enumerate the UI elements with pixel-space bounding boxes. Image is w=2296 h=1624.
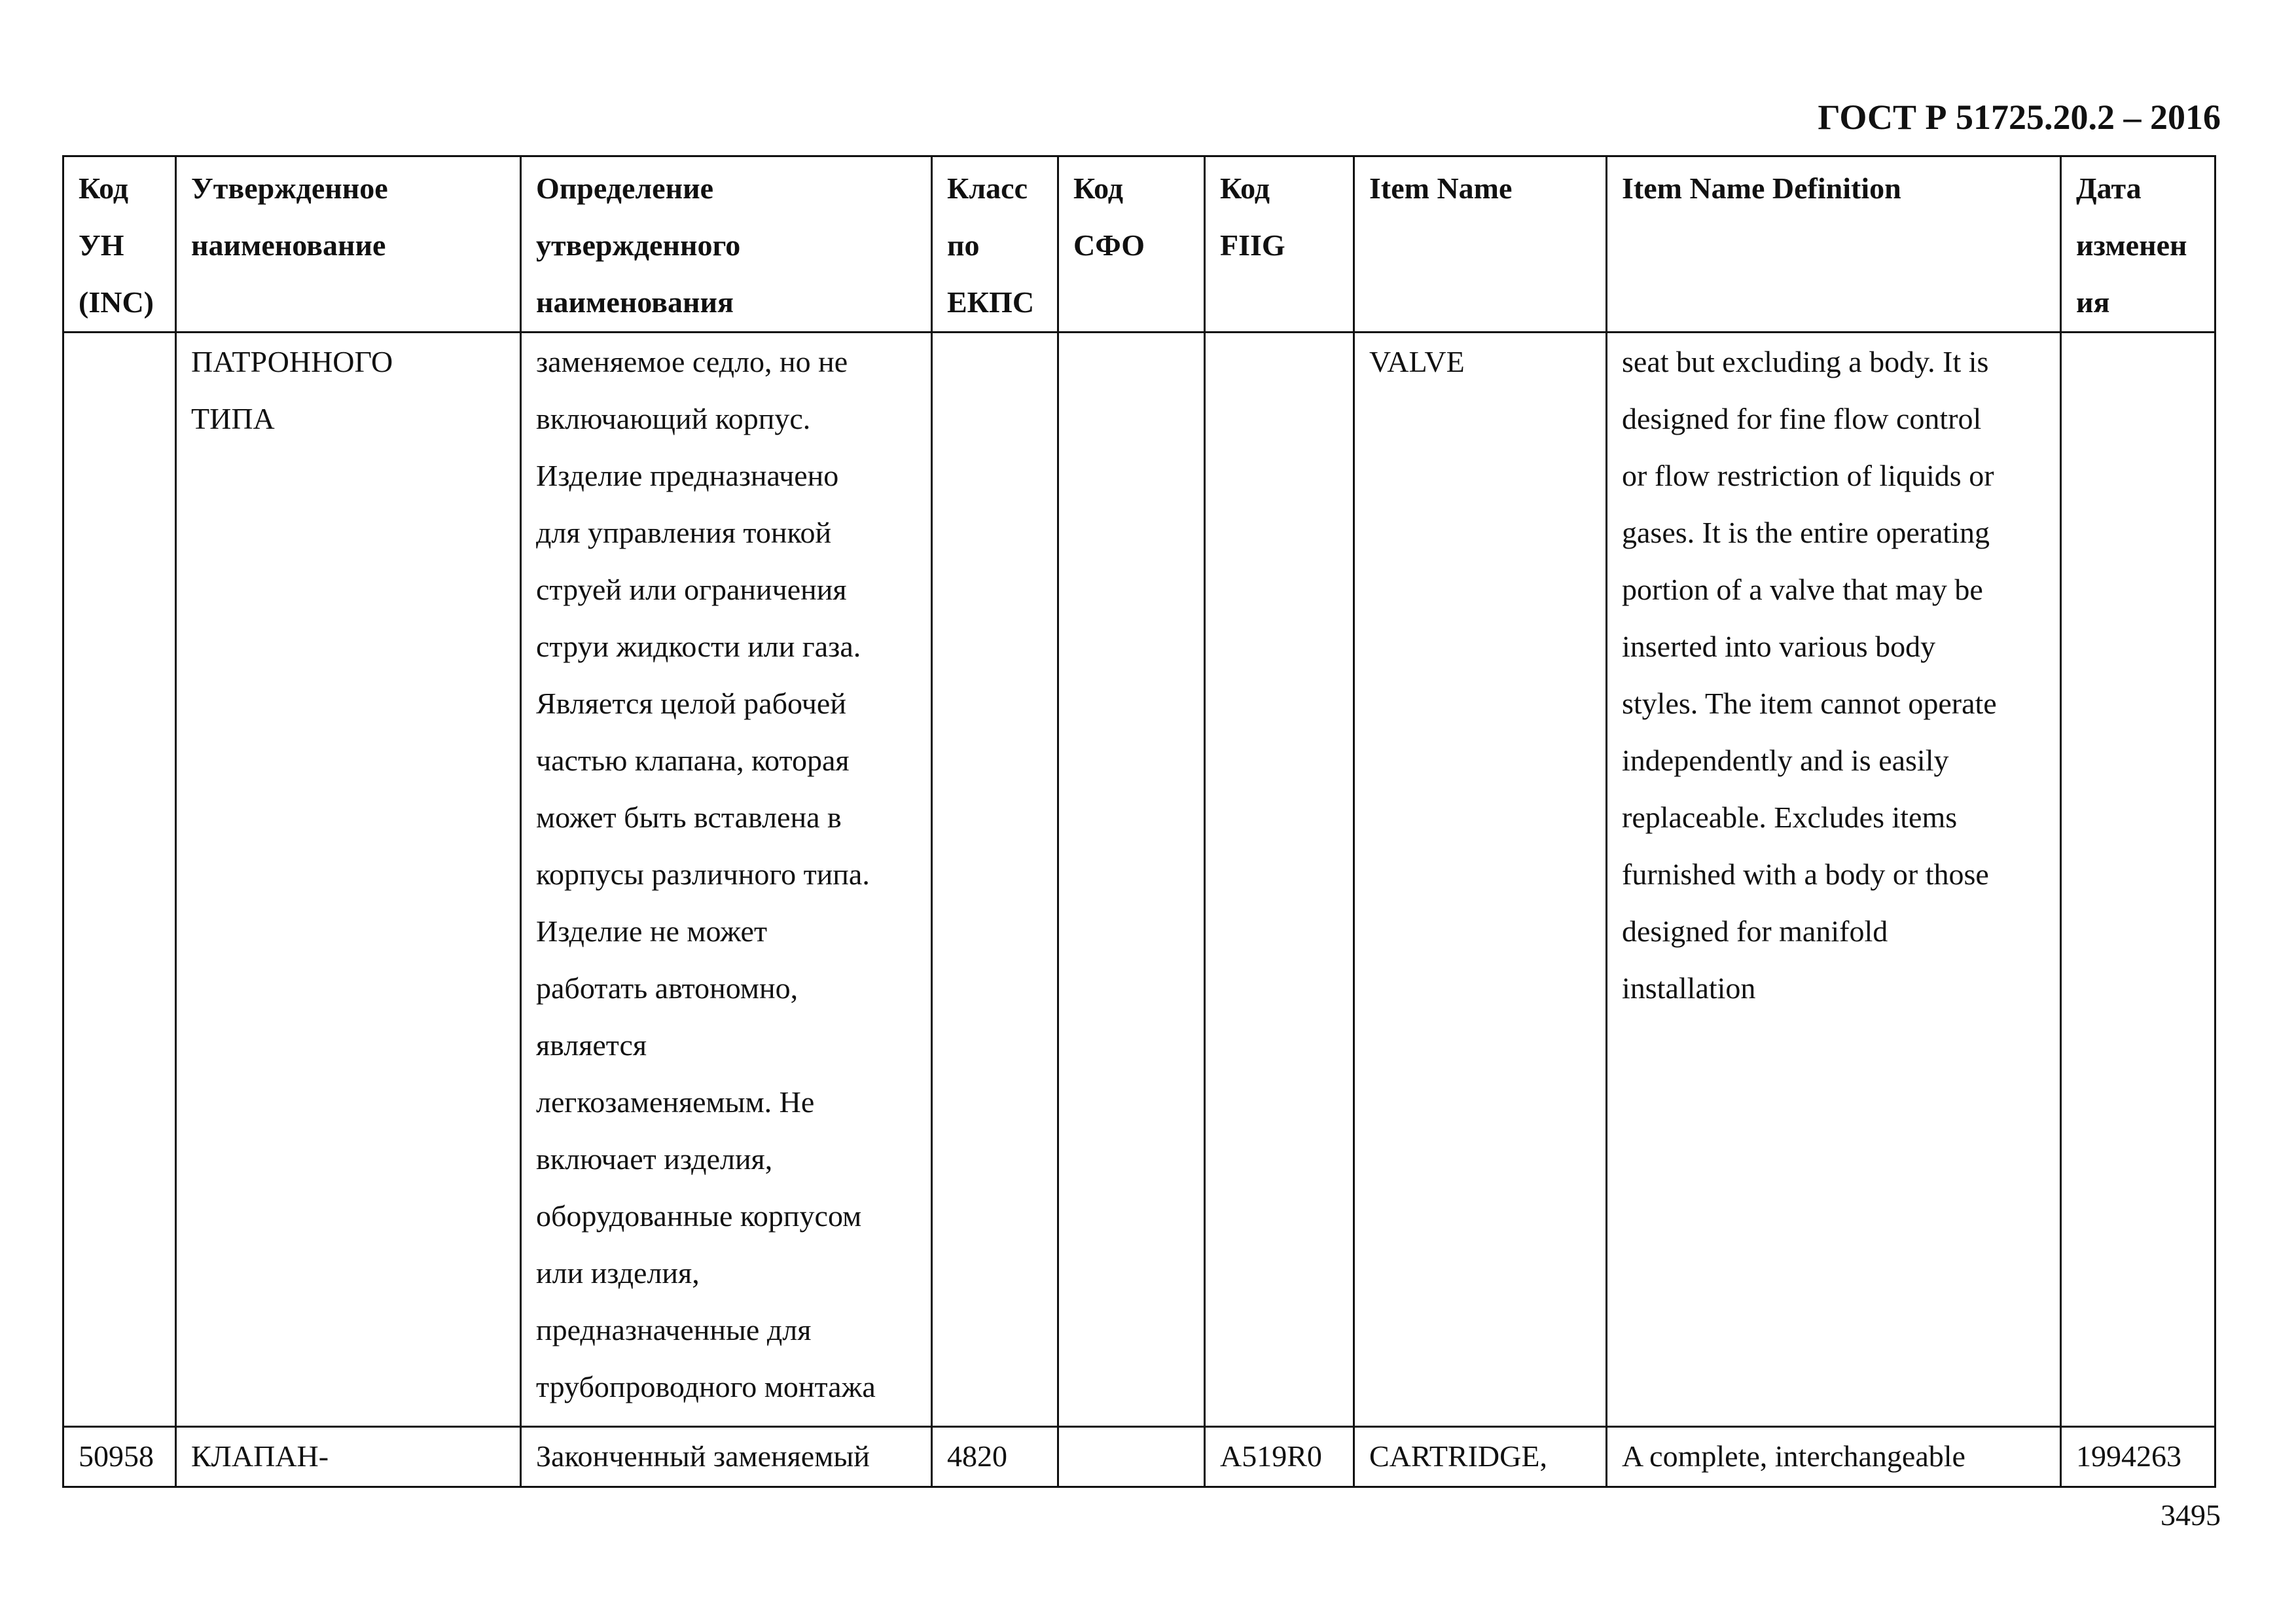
cell-change-date: 1994263 <box>2061 1427 2215 1487</box>
cell-item-name-definition: seat but excluding a body. It is designed for fine flow control or flow restriction of liquids or gases. It is the entire operating portion of a valve that may be inserted into various body styles. The item cannot operate independently and is easily replaceable. Excludes items furnished with a body or those designed for manifold installation <box>1607 333 2061 1427</box>
cell-inc: 50958 <box>63 1427 176 1487</box>
cell-ekps-class: 4820 <box>932 1427 1058 1487</box>
cell-item-name: VALVE <box>1354 333 1607 1427</box>
cell-fiig-code <box>1205 333 1354 1427</box>
page-number: 3495 <box>2161 1498 2221 1532</box>
cell-inc <box>63 333 176 1427</box>
header-sfo-code: Код СФО <box>1058 156 1205 333</box>
cell-item-name-definition: A complete, interchangeable <box>1607 1427 2061 1487</box>
header-inc: Код УН (INC) <box>63 156 176 333</box>
table-row-50958 <box>63 1427 2215 1487</box>
cell-fiig-code: A519R0 <box>1205 1427 1354 1487</box>
cell-approved-name: ПАТРОННОГО ТИПА <box>176 333 521 1427</box>
header-fiig-code: Код FIIG <box>1205 156 1354 333</box>
cell-approved-definition: Законченный заменяемый <box>521 1427 932 1487</box>
cell-approved-name: КЛАПАН- <box>176 1427 521 1487</box>
table-row-continued <box>63 333 2215 1427</box>
cell-item-name: CARTRIDGE, <box>1354 1427 1607 1487</box>
cell-sfo-code <box>1058 1427 1205 1487</box>
document-code: ГОСТ Р 51725.20.2 – 2016 <box>1818 98 2221 137</box>
header-approved-name: Утвержденное наименование <box>176 156 521 333</box>
header-ekps-class: Класс по ЕКПС <box>932 156 1058 333</box>
header-item-name-definition: Item Name Definition <box>1607 156 2061 333</box>
table-header-row <box>63 156 2215 333</box>
cell-sfo-code <box>1058 333 1205 1427</box>
cell-change-date <box>2061 333 2215 1427</box>
cell-ekps-class <box>932 333 1058 1427</box>
header-change-date: Дата изменен ия <box>2061 156 2215 333</box>
header-approved-definition: Определение утвержденного наименования <box>521 156 932 333</box>
nomenclature-table <box>62 155 2216 1488</box>
cell-approved-definition: заменяемое седло, но не включающий корпус. Изделие предназначено для управления тонкой струей или ограничения струи жидкости или газа. Является целой рабочей частью клапана, которая может быть вставлена в корпусы различного типа. Изделие не может работать автономно, является легкозаменяемым. Не включает изделия, оборудованные корпусом или изделия, предназначенные для трубопроводного монтажа <box>521 333 932 1427</box>
header-item-name: Item Name <box>1354 156 1607 333</box>
